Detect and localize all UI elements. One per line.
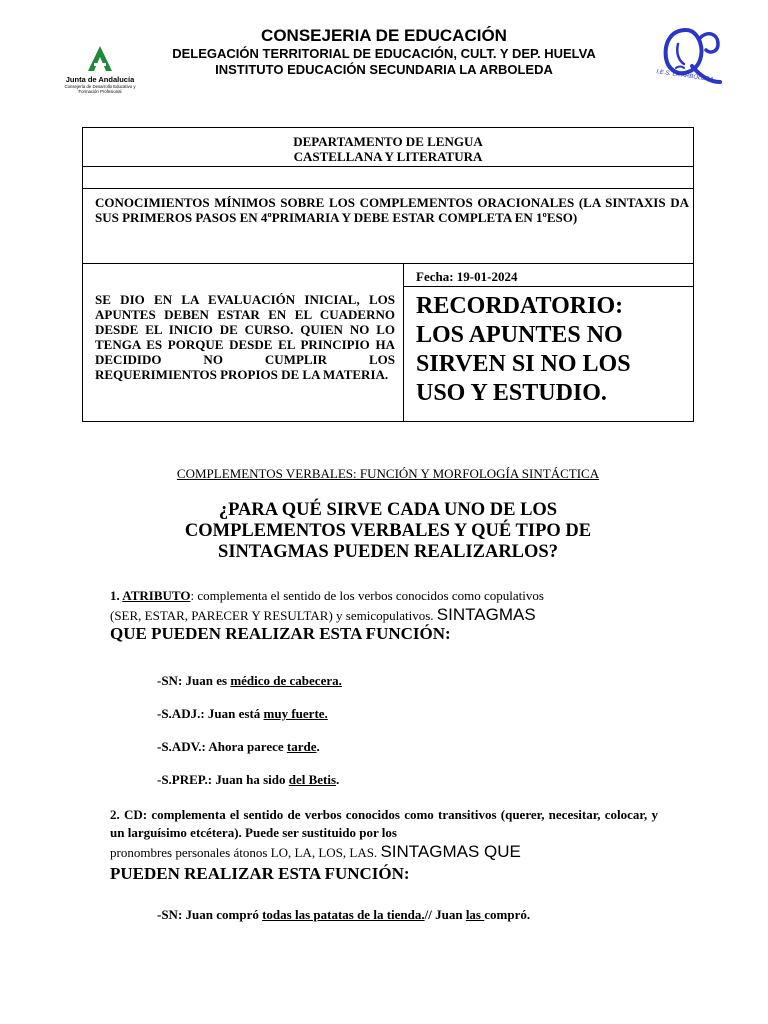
item1-number: 1. <box>110 588 123 603</box>
item1-term: ATRIBUTO <box>122 588 191 603</box>
junta-logo-icon <box>85 44 115 74</box>
item1-text-b: (SER, ESTAR, PARECER Y RESULTAR) y semicopulativos. <box>110 608 437 623</box>
example-underlined: del Betis <box>288 772 337 787</box>
department-line2: CASTELLANA Y LITERATURA <box>293 149 483 164</box>
example-prefix: -S.ADJ.: Juan está <box>157 706 264 721</box>
example-prefix: -SN: Juan es <box>157 673 231 688</box>
item2-heading-b: PUEDEN REALIZAR ESTA FUNCIÓN: <box>110 864 410 883</box>
example-row <box>157 739 320 755</box>
example-underlined: todas las patatas de la tienda. <box>262 907 425 922</box>
item1-paragraph <box>110 586 658 643</box>
question-line: ¿PARA QUÉ SIRVE CADA UNO DE LOS <box>218 500 558 520</box>
example-prefix: -S.ADV.: Ahora parece <box>157 739 287 754</box>
department-line1: DEPARTAMENTO DE LENGUA <box>293 134 483 149</box>
example-underlined: muy fuerte. <box>263 706 328 721</box>
info-table <box>82 127 694 422</box>
reminder-line: USO Y ESTUDIO. <box>416 380 607 406</box>
topic-text: CONOCIMIENTOS MÍNIMOS SOBRE LOS COMPLEMENTOS ORACIONALES (LA SINTAXIS DA SUS PRIMEROS PASOS EN 4ºPRIMARIA Y DEBE ESTAR COMPLETA EN 1ºESO) <box>95 195 689 225</box>
example-prefix: -SN: Juan compró <box>157 907 263 922</box>
reminder-box <box>416 292 631 408</box>
section-title-text: COMPLEMENTOS VERBALES: FUNCIÓN Y MORFOLOGÍA SINTÁCTICA <box>176 466 600 481</box>
item2-text-b: pronombres personales átonos LO, LA, LOS, LAS. <box>110 845 381 860</box>
example-suffix: . <box>316 739 320 754</box>
example-suffix: . <box>336 772 340 787</box>
header-delegacion: DELEGACIÓN TERRITORIAL DE EDUCACIÓN, CULT. Y DEP. HUELVA <box>172 46 596 61</box>
example-row <box>157 673 342 689</box>
logo-left-subtext: Consejería de Desarrollo Educativo y Formación Profesional <box>64 84 136 94</box>
example-underlined: las <box>465 907 485 922</box>
question-line: COMPLEMENTOS VERBALES Y QUÉ TIPO DE <box>184 521 592 541</box>
item2-number: 2. <box>110 807 124 822</box>
question-line: SINTAGMAS PUEDEN REALIZARLOS? <box>218 542 558 562</box>
section-title <box>82 466 694 482</box>
example-suffix: compró. <box>484 907 531 922</box>
logo-right-text: I.E.S. LA ARBOLEDA <box>655 69 714 84</box>
header-consejeria: CONSEJERIA DE EDUCACIÓN <box>261 26 507 45</box>
reminder-line: LOS APUNTES NO <box>416 322 623 348</box>
logo-left-text: Junta de Andalucía <box>65 75 135 84</box>
example-middle: // Juan <box>424 907 466 922</box>
reminder-line: RECORDATORIO: <box>416 293 624 319</box>
item2-heading-a: SINTAGMAS QUE <box>380 842 521 861</box>
item2-text-a: CD: complementa el sentido de verbos conocidos como transitivos (querer, necesitar, colocar, y un larguísimo etcétera). Puede ser sustituido por los <box>110 807 658 840</box>
ies-la-arboleda-logo <box>656 22 726 94</box>
note-text: SE DIO EN LA EVALUACIÓN INICIAL, LOS APUNTES DEBEN ESTAR EN EL CUADERNO DESDE EL INICIO DE CURSO. QUIEN NO LO TENGA ES PORQUE DESDE EL PRINCIPIO HA DECIDIDO NO CUMPLIR LOS REQUERIMIENTOS PROPIOS DE LA MATERIA. <box>95 292 395 382</box>
example-row <box>157 907 530 923</box>
junta-de-andalucia-logo <box>58 44 142 100</box>
example-underlined: tarde <box>286 739 317 754</box>
item1-text-a: : complementa el sentido de los verbos conocidos como copulativos <box>190 588 544 603</box>
reminder-line: SIRVEN SI NO LOS <box>416 351 631 377</box>
header-instituto: INSTITUTO EDUCACIÓN SECUNDARIA LA ARBOLEDA <box>215 62 553 77</box>
question-heading <box>82 500 694 563</box>
example-underlined: médico de cabecera. <box>230 673 342 688</box>
example-row <box>157 772 339 788</box>
example-prefix: -S.PREP.: Juan ha sido <box>157 772 289 787</box>
date-text: Fecha: 19-01-2024 <box>416 269 518 284</box>
item2-paragraph <box>110 806 658 885</box>
example-row <box>157 706 328 722</box>
item1-heading-b: QUE PUEDEN REALIZAR ESTA FUNCIÓN: <box>110 624 451 643</box>
item1-heading-a: SINTAGMAS <box>436 605 536 624</box>
